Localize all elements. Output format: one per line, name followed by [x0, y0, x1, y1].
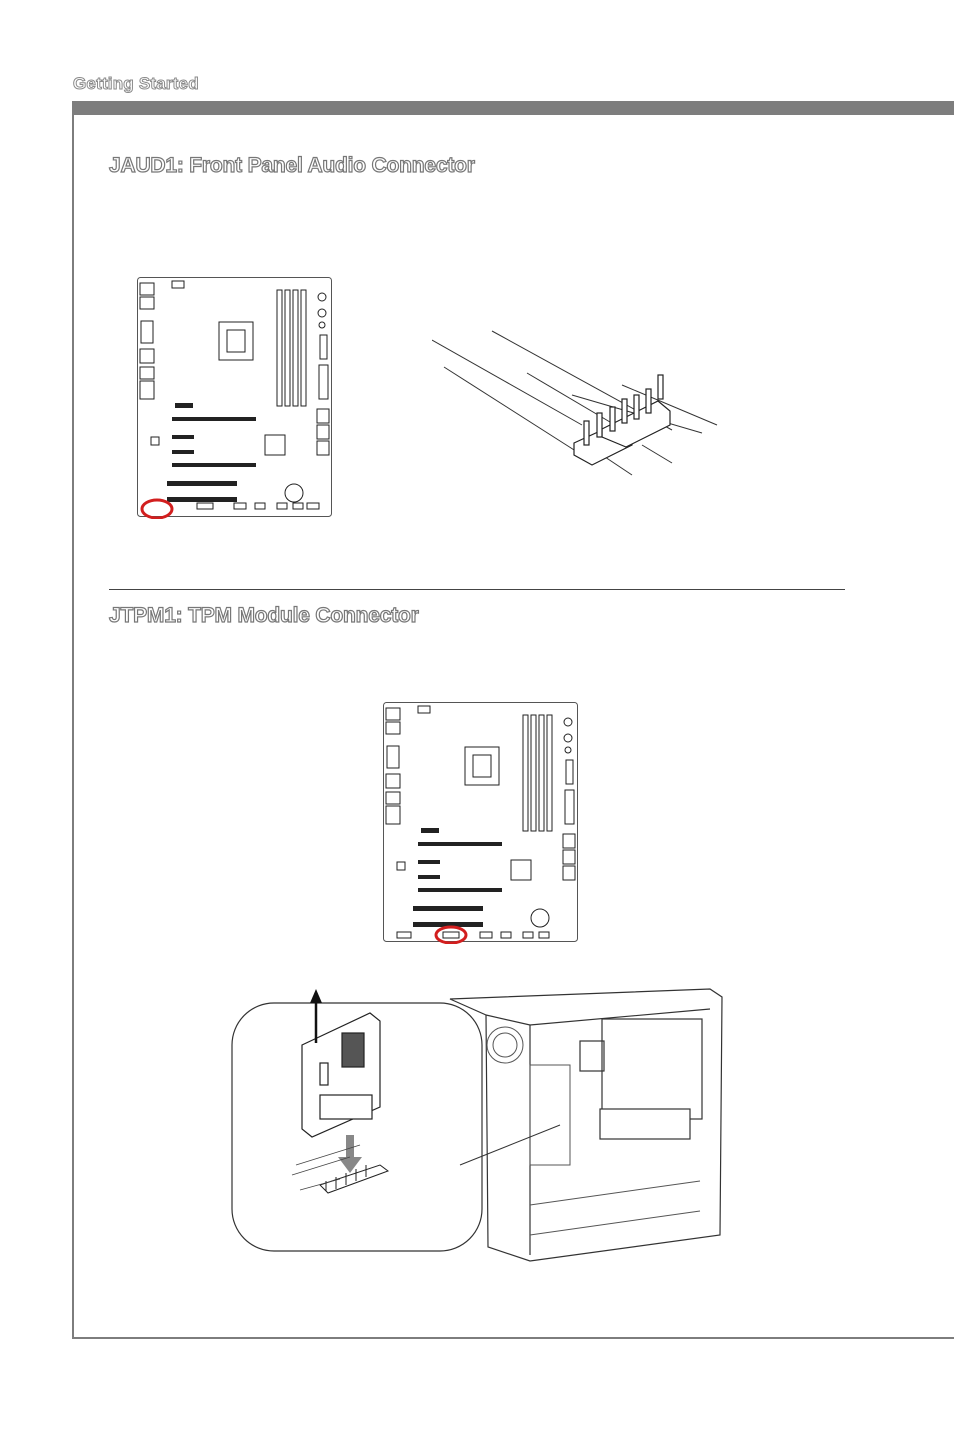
section-divider [109, 589, 845, 590]
section-title-jtpm1: JTPM1: TPM Module Connector [109, 604, 419, 627]
header-section-label: Getting Started [73, 74, 199, 93]
tpm-install-illustration [230, 985, 725, 1270]
motherboard-diagram-jaud1 [137, 277, 333, 519]
motherboard-diagram-jtpm1 [383, 702, 579, 944]
section-title-jaud1: JAUD1: Front Panel Audio Connector [109, 154, 475, 177]
left-border-rule [72, 101, 74, 1339]
bottom-border-rule [72, 1337, 954, 1339]
audio-connector-illustration [432, 325, 722, 485]
header-bar [73, 101, 954, 115]
